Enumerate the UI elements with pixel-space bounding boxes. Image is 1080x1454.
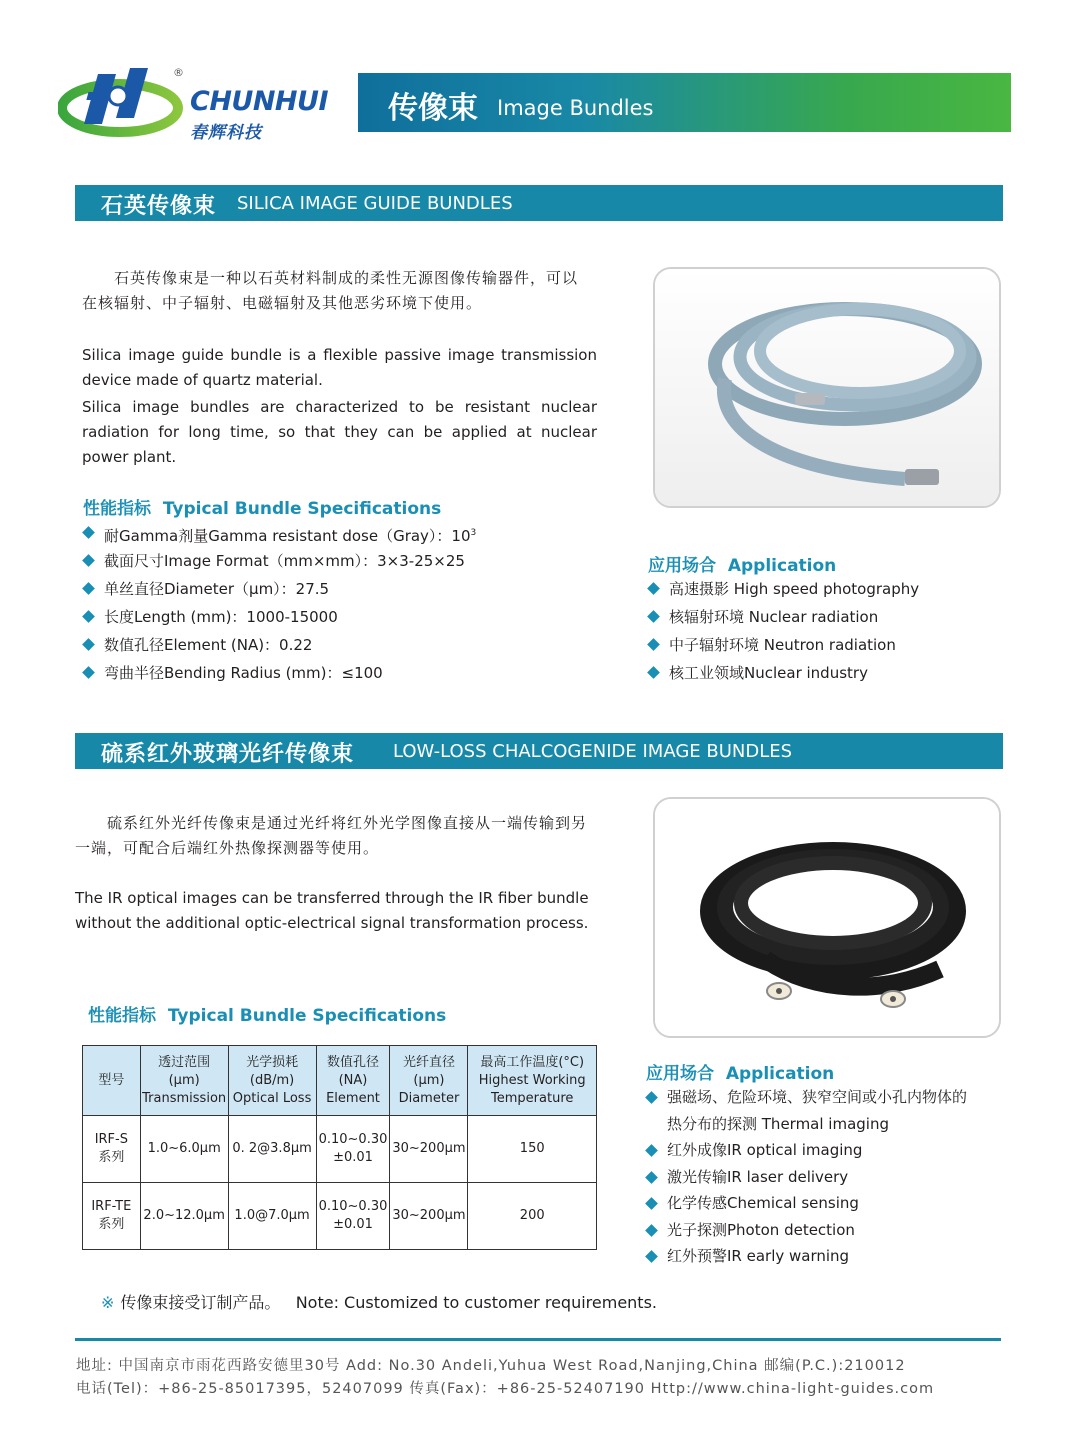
diamond-bullet-icon — [84, 528, 94, 538]
brand-name-cn: 春辉科技 — [190, 123, 262, 143]
diamond-bullet-icon — [647, 1146, 657, 1156]
table-header-cell: 数值孔径 (NA) Element — [316, 1046, 390, 1116]
table-header-cell: 光纤直径 (μm) Diameter — [390, 1046, 468, 1116]
page-title-cn: 传像束 — [388, 91, 478, 126]
table-cell: 1.0@7.0μm — [228, 1183, 316, 1250]
customization-note — [101, 1290, 657, 1313]
chalcogenide-bundle-photo — [653, 797, 1001, 1038]
silica-app-list — [649, 575, 919, 687]
list-item: 光子探测Photon detection — [647, 1217, 967, 1244]
chalcogenide-intro-cn-line1: 硫系红外光纤传像束是通过光纤将红外光学图像直接从一端传输到另 — [107, 814, 588, 832]
section-chalcogenide-title-bar — [75, 733, 1003, 769]
chalcogenide-intro-cn — [75, 811, 603, 861]
silica-intro-cn-line2: 在核辐射、中子辐射、电磁辐射及其他恶劣环境下使用。 — [82, 294, 483, 312]
diamond-bullet-icon — [649, 668, 659, 678]
chalcogenide-app-title — [646, 1059, 834, 1084]
list-item: 化学传感Chemical sensing — [647, 1190, 967, 1217]
section-chalcogenide-title-en: LOW-LOSS CHALCOGENIDE IMAGE BUNDLES — [393, 741, 793, 762]
section-silica-title-en: SILICA IMAGE GUIDE BUNDLES — [237, 193, 513, 214]
list-item: 弯曲半径Bending Radius (mm)：≤100 — [84, 659, 476, 687]
list-item: 长度Length (mm)：1000-15000 — [84, 603, 476, 631]
table-header-cell: 透过范围 (μm) Transmission — [140, 1046, 228, 1116]
table-cell: 150 — [468, 1116, 597, 1183]
diamond-bullet-icon — [649, 640, 659, 650]
chunhui-logo-icon — [58, 64, 188, 144]
diamond-bullet-icon — [647, 1173, 657, 1183]
footer-divider — [75, 1338, 1001, 1341]
silica-intro-cn — [82, 266, 602, 316]
list-item: 核工业领域Nuclear industry — [649, 659, 919, 687]
silica-specs-list — [84, 519, 476, 687]
list-item: 数值孔径Element (NA)：0.22 — [84, 631, 476, 659]
header-banner — [358, 73, 1011, 132]
list-item: 热分布的探测 Thermal imaging — [667, 1114, 889, 1133]
section-silica-title-bar — [75, 185, 1003, 221]
list-item: 强磁场、危险环境、狭窄空间或小孔内物体的 — [647, 1084, 967, 1111]
list-item: 红外预警IR early warning — [647, 1243, 967, 1270]
note-cn: 传像束接受订制产品。 — [120, 1293, 281, 1312]
table-cell: 2.0~12.0μm — [140, 1183, 228, 1250]
note-en: Note: Customized to customer requirements. — [295, 1293, 657, 1312]
brand-logo — [58, 64, 358, 144]
chalcogenide-bundle-image-icon — [655, 799, 1001, 1038]
table-cell: IRF-S 系列 — [83, 1116, 141, 1183]
chalcogenide-intro-cn-line2: 一端，可配合后端红外热像探测器等使用。 — [75, 839, 380, 857]
diamond-bullet-icon — [647, 1226, 657, 1236]
diamond-bullet-icon — [84, 668, 94, 678]
list-item: 中子辐射环境 Neutron radiation — [649, 631, 919, 659]
table-row — [83, 1183, 597, 1250]
diamond-bullet-icon — [84, 556, 94, 566]
diamond-bullet-icon — [647, 1252, 657, 1262]
diamond-bullet-icon — [84, 584, 94, 594]
list-item: 截面尺寸Image Format（mm×mm）：3×3-25×25 — [84, 547, 476, 575]
diamond-bullet-icon — [647, 1199, 657, 1209]
list-item: 激光传输IR laser delivery — [647, 1164, 967, 1191]
silica-bundle-photo — [653, 267, 1001, 508]
section-silica-title-cn: 石英传像束 — [101, 194, 217, 219]
chalcogenide-app-list — [647, 1084, 967, 1270]
footer-address: 地址: 中国南京市雨花西路安德里30号 Add: No.30 Andeli,Yuhua West Road,Nanjing,China 邮编(P.C.):210012 — [76, 1358, 906, 1374]
chalcogenide-specs-title-en: Typical Bundle Specifications — [167, 1006, 447, 1026]
table-cell: 0.10~0.30 ±0.01 — [316, 1183, 390, 1250]
table-row — [83, 1116, 597, 1183]
list-item: 核辐射环境 Nuclear radiation — [649, 603, 919, 631]
table-cell: 0. 2@3.8μm — [228, 1116, 316, 1183]
footer-contact: 电话(Tel)：+86-25-85017395，52407099 传真(Fax)：+86-25-52407190 Http://www.china-light-guides.com — [76, 1381, 935, 1397]
reference-mark-icon: ※ — [101, 1293, 115, 1312]
chalcogenide-specs-title-cn: 性能指标 — [88, 1006, 156, 1026]
table-cell: 30~200μm — [390, 1116, 468, 1183]
diamond-bullet-icon — [649, 612, 659, 622]
diamond-bullet-icon — [84, 612, 94, 622]
table-cell: 0.10~0.30 ±0.01 — [316, 1116, 390, 1183]
silica-app-title-en: Application — [727, 556, 837, 576]
silica-specs-title-cn: 性能指标 — [83, 499, 151, 519]
brand-name-en: CHUNHUI — [190, 86, 328, 117]
chalcogenide-app-title-en: Application — [725, 1064, 835, 1084]
chalcogenide-spec-table — [82, 1045, 597, 1250]
list-item: 高速摄影 High speed photography — [649, 575, 919, 603]
chalcogenide-app-title-cn: 应用场合 — [646, 1064, 714, 1084]
silica-app-title — [648, 551, 836, 576]
table-cell: 1.0~6.0μm — [140, 1116, 228, 1183]
silica-specs-title — [83, 494, 441, 519]
table-header-row — [83, 1046, 597, 1116]
chalcogenide-intro-en: The IR optical images can be transferred through the IR fiber bundle without the additional optic-electrical signal transformation process. — [75, 889, 589, 932]
table-cell: IRF-TE 系列 — [83, 1183, 141, 1250]
silica-intro-en-2: Silica image bundles are characterized to be resistant nuclear radiation for long time, so that they can be applied at nuclear power plant. — [82, 398, 597, 466]
table-cell: 200 — [468, 1183, 597, 1250]
page-title-en: Image Bundles — [497, 96, 654, 120]
registered-mark: ® — [173, 66, 184, 79]
diamond-bullet-icon — [84, 640, 94, 650]
section-chalcogenide-title-cn: 硫系红外玻璃光纤传像束 — [101, 742, 355, 767]
table-cell: 30~200μm — [390, 1183, 468, 1250]
silica-app-title-cn: 应用场合 — [648, 556, 716, 576]
table-header-cell: 最高工作温度(°C) Highest Working Temperature — [468, 1046, 597, 1116]
chalcogenide-specs-title — [88, 1001, 446, 1026]
table-header-cell: 型号 — [83, 1046, 141, 1116]
silica-intro-cn-line1: 石英传像束是一种以石英材料制成的柔性无源图像传输器件，可以 — [114, 269, 579, 287]
diamond-bullet-icon — [647, 1093, 657, 1103]
list-item: 红外成像IR optical imaging — [647, 1137, 967, 1164]
list-item: 单丝直径Diameter（μm）：27.5 — [84, 575, 476, 603]
silica-intro-en-1: Silica image guide bundle is a flexible passive image transmission device made of quartz material. — [82, 346, 597, 389]
list-item: 耐Gamma剂量Gamma resistant dose（Gray）：$10^3$ — [84, 519, 476, 547]
table-header-cell: 光学损耗 (dB/m) Optical Loss — [228, 1046, 316, 1116]
silica-specs-title-en: Typical Bundle Specifications — [162, 499, 442, 519]
silica-bundle-image-icon — [655, 269, 1001, 508]
diamond-bullet-icon — [649, 584, 659, 594]
